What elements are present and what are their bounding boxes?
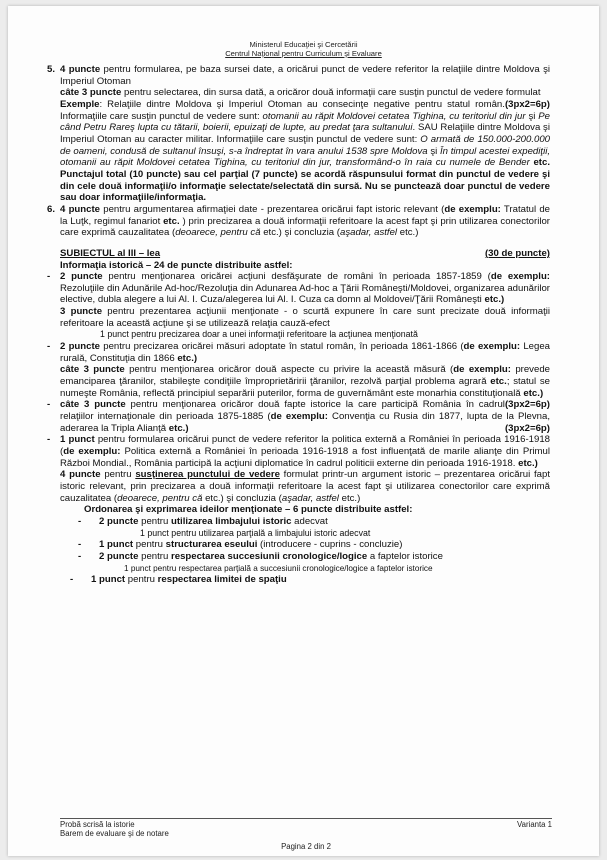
example-label: de exemplu: [270, 411, 328, 423]
subject-points: (30 de puncte) [484, 247, 550, 259]
connector: şi [525, 110, 539, 122]
footer-row-1 [60, 820, 552, 829]
footer-row-2: Barem de evaluare şi de notare [60, 829, 169, 838]
bullet-2 [47, 341, 550, 364]
footer-exam-name: Probă scrisă la istorie [60, 820, 135, 829]
connectors: deoarece, pentru că [117, 492, 203, 504]
order-text: pentru [125, 574, 158, 586]
connector: şi [427, 145, 440, 157]
bullet-dash: - [47, 271, 51, 283]
bullet-dash: - [78, 515, 82, 527]
source-quote: otomanii au răpit Moldovei cetatea Tighina, cu teritoriul din jur [262, 110, 526, 122]
document-body [47, 64, 551, 586]
footer-rule [60, 818, 552, 819]
underlined-term: susţinerea punctului de vedere [135, 469, 280, 481]
sub-text: etc.) [338, 492, 361, 504]
example-text: Rezoluţiile din Adunările Ad-hoc/Rezoluţia din Adunarea Ad-hoc a Ţării Româneşti/Moldovei, organizarea adunărilor elective, dubla alegere a lui Al. I. Cuza/alegerea lui Al. I. Cuza ca domn al Moldovei/Ţării Româneşti [60, 282, 550, 306]
sub-points: 4 puncte [60, 469, 101, 481]
example-label: de exemplu: [453, 364, 511, 376]
bullet-points: 2 puncte [60, 271, 103, 283]
order-item-3-partial: 1 punct pentru respectarea parţială a succesiunii cronologice/logice a faptelor istorice [124, 563, 433, 573]
item-text: etc.) [397, 227, 419, 239]
source-quote: O armată de 150.000-200.000 de oameni, condusă de sultanul însuşi, s-a îndreptat în vara anului 1538 spre Moldova [60, 133, 550, 157]
order-points: 1 punct [99, 539, 134, 551]
bullet-1 [47, 271, 551, 306]
order-text: (introducere - cuprins - concluzie) [257, 539, 403, 551]
item-points: 4 puncte [60, 203, 101, 215]
source-quote: În timpul acestei expediţii, otomanii au răpit Moldovei cetatea Tighina, cu teritoriul din jur, transformând-o în raia cu numele de Bender [60, 145, 550, 169]
bullet-text: pentru formularea oricărui punct de vedere referitor la politica externă a României în perioada 1916-1918 ( [60, 434, 550, 457]
example-label: de exemplu: [463, 341, 521, 353]
item-6 [47, 203, 551, 239]
order-criterion: respectarea succesiunii cronologice/logice [171, 550, 368, 562]
sub-points: câte 3 puncte [60, 87, 122, 99]
item-points: 4 puncte [60, 64, 101, 75]
bullet-points: 1 punct [60, 434, 95, 446]
example-label: de exemplu: [490, 271, 551, 283]
order-item-3 [60, 551, 550, 563]
example-text: ; statul se numeşte România, reflectă principiul separării puterilor, forma de guvernământ este monarhia constituţională [60, 376, 550, 399]
order-criterion: utilizarea limbajului istoric [171, 515, 292, 527]
bullet-4-sub [60, 469, 550, 504]
page-number: Pagina 2 din 2 [281, 842, 331, 851]
connectors: aşadar, astfel [339, 227, 398, 239]
bullet-text: pentru menţionarea oricărei acţiuni desfăşurate de români în perioada 1857-1859 ( [102, 271, 491, 283]
order-item-4 [60, 574, 550, 586]
header-center: Centrul Naţional pentru Curriculum şi Evaluare [225, 49, 382, 58]
item-text: etc.) şi concluzia ( [260, 227, 340, 239]
bullet-dash: - [78, 539, 82, 551]
bullet-3 [47, 399, 550, 434]
bullet-dash: - [70, 574, 74, 586]
etc: etc.) [484, 294, 505, 306]
order-text: a faptelor istorice [367, 550, 443, 562]
sub-text: etc.) şi concluzia ( [202, 492, 282, 504]
example-text: Convenţia cu Rusia din 1877, lupta de la Plevna, aderarea la Tripla Alianţă [60, 411, 550, 434]
bullet-text: pentru menţionarea oricăror două fapte istorice la care participă România în cadrul relaţiilor internaţionale din perioada 1875-1885 ( [60, 399, 505, 423]
examples-text: . SAU Relaţiile dintre Moldova şi Imperiul Otoman au caracter militar. Informaţiile care susţin punctul de vedere sunt: [60, 122, 550, 145]
item-number: 5. [47, 64, 56, 75]
order-item-1-partial: 1 punct pentru utilizarea parţială a limbajului istoric adecvat [140, 527, 371, 538]
footer-variant: Varianta 1 [517, 820, 552, 829]
examples-label: Exemple [60, 98, 100, 110]
score: (3px2=6p) [504, 399, 550, 411]
sub-points: 3 puncte [60, 306, 103, 318]
item-5-examples [60, 99, 550, 204]
sub-text: pentru selectarea, din sursa dată, a oricăror două informaţii care susţin punctul de vedere formulat [121, 87, 541, 99]
order-points: 1 punct [91, 574, 126, 586]
example-text: Tratatul de la Luţk, regimul fanariot [60, 203, 551, 227]
info-heading: Informaţia istorică – 24 de puncte distribuite astfel: [60, 259, 293, 271]
header-ministry: Ministerul Educaţiei şi Cercetării [249, 40, 358, 49]
etc: etc.) [518, 457, 538, 469]
bullet-dash: - [47, 399, 51, 411]
etc: etc.) [168, 422, 189, 434]
scoring-note: Punctajul total (10 puncte) sau cel parţial (7 puncte) se acordă răspunsului format din punctul de vedere şi din cele două informaţii/o informaţie selectate/selectată din sursă. Nu se punctează doar punctul de vedere sau doar informaţiile/informaţia. [60, 168, 550, 204]
order-criterion: structurarea eseului [165, 539, 258, 551]
sub-text: pentru [100, 469, 136, 481]
sub-text: formulat printr-un argument istoric – prezentarea oricărui fapt istoric relevant, prin precizarea a două informaţii referitoare la acest fapt şi utilizarea conectorilor care exprimă cauzalitatea ( [60, 469, 550, 504]
document-page [8, 6, 599, 856]
item-text: ) prin precizarea a două informaţii referitoare la acest fapt şi prin utilizarea conectorilor care exprimă cauzalitatea ( [60, 215, 550, 239]
score: (3px2=6p) [504, 98, 550, 110]
order-text: pentru [138, 515, 171, 527]
order-item-1 [60, 516, 550, 528]
sub-text: pentru menţionarea oricăror două aspecte cu privire la această măsură ( [124, 364, 454, 376]
subject-title: SUBIECTUL al III – lea [60, 247, 161, 259]
order-item-2 [60, 539, 550, 551]
order-heading: Ordonarea şi exprimarea ideilor menţionate – 6 puncte distribuite astfel: [84, 504, 413, 516]
subject-3-title [60, 248, 550, 260]
score: (3px2=6p) [504, 422, 550, 434]
bullet-points: câte 3 puncte [60, 399, 126, 411]
bullet-dash: - [47, 434, 51, 446]
order-points: 2 puncte [99, 515, 139, 527]
sub-points: câte 3 puncte [60, 364, 125, 376]
order-text: pentru [138, 550, 171, 562]
order-text: pentru [133, 539, 166, 551]
bullet-text: pentru precizarea oricărei măsuri adoptate în statul român, în perioada 1861-1866 ( [100, 341, 464, 353]
order-criterion: respectarea limitei de spaţiu [157, 574, 287, 586]
example-text: prevede emanciparea ţăranilor, stabileşte condiţiile împroprietăririi ţăranilor, rezolvă parţial problema agrară [60, 364, 550, 388]
order-text: adecvat [291, 515, 328, 527]
connectors: aşadar, astfel [281, 492, 339, 504]
examples-text: : Relaţiile dintre Moldova şi Imperiul Otoman au consecinţe negative pentru statul român. Informaţiile care susţin punctul de vedere sunt: [60, 98, 505, 122]
item-text: pentru formularea, pe baza sursei date, a oricărui punct de vedere referitor la relaţiile dintre Moldova şi Imperiul Otoman [60, 64, 550, 87]
etc: etc.) [177, 352, 198, 364]
etc: etc. [490, 376, 507, 388]
example-label: de exemplu: [444, 203, 501, 215]
example-text: Legea rurală, Constituţia din 1866 [60, 341, 550, 364]
bullet-dash: - [78, 550, 82, 562]
item-number: 6. [47, 203, 56, 215]
connectors: deoarece, pentru că [175, 227, 261, 239]
example-label: de exemplu: [63, 446, 121, 457]
item-text: pentru argumentarea afirmaţiei date - prezentarea oricărui fapt istoric relevant ( [100, 203, 445, 215]
source-quote: Pe când Petru Rareş lupta cu tătarii, boierii, epuizaţi de lupte, au predat ţara sultanului [60, 110, 551, 134]
bullet-4 [47, 434, 551, 469]
etc: etc.) [523, 387, 544, 399]
order-points: 2 puncte [99, 550, 139, 562]
example-text: Politica externă a României în perioada 1916-1918 a fost influenţată de marile alianţe din Primul Război Mondial., România participă la acţiuni diplomatice în cadrul politicii externe din perioada 1916-1918. [60, 446, 551, 469]
sub-text: pentru prezentarea acţiunii menţionate - o scurtă expunere în care sunt precizate două informaţii referitoare la această acţiune şi se utilizează relaţia cauză-efect [60, 306, 550, 329]
item-5 [47, 64, 550, 87]
bullet-1-sub [60, 306, 550, 329]
bullet-points: 2 puncte [60, 341, 101, 353]
etc: etc. [163, 215, 180, 227]
bullet-dash: - [47, 341, 51, 353]
bullet-1-partial: 1 punct pentru precizarea doar a unei informaţii referitoare la acţiunea menţionată [100, 329, 418, 340]
etc: etc. [529, 157, 550, 169]
